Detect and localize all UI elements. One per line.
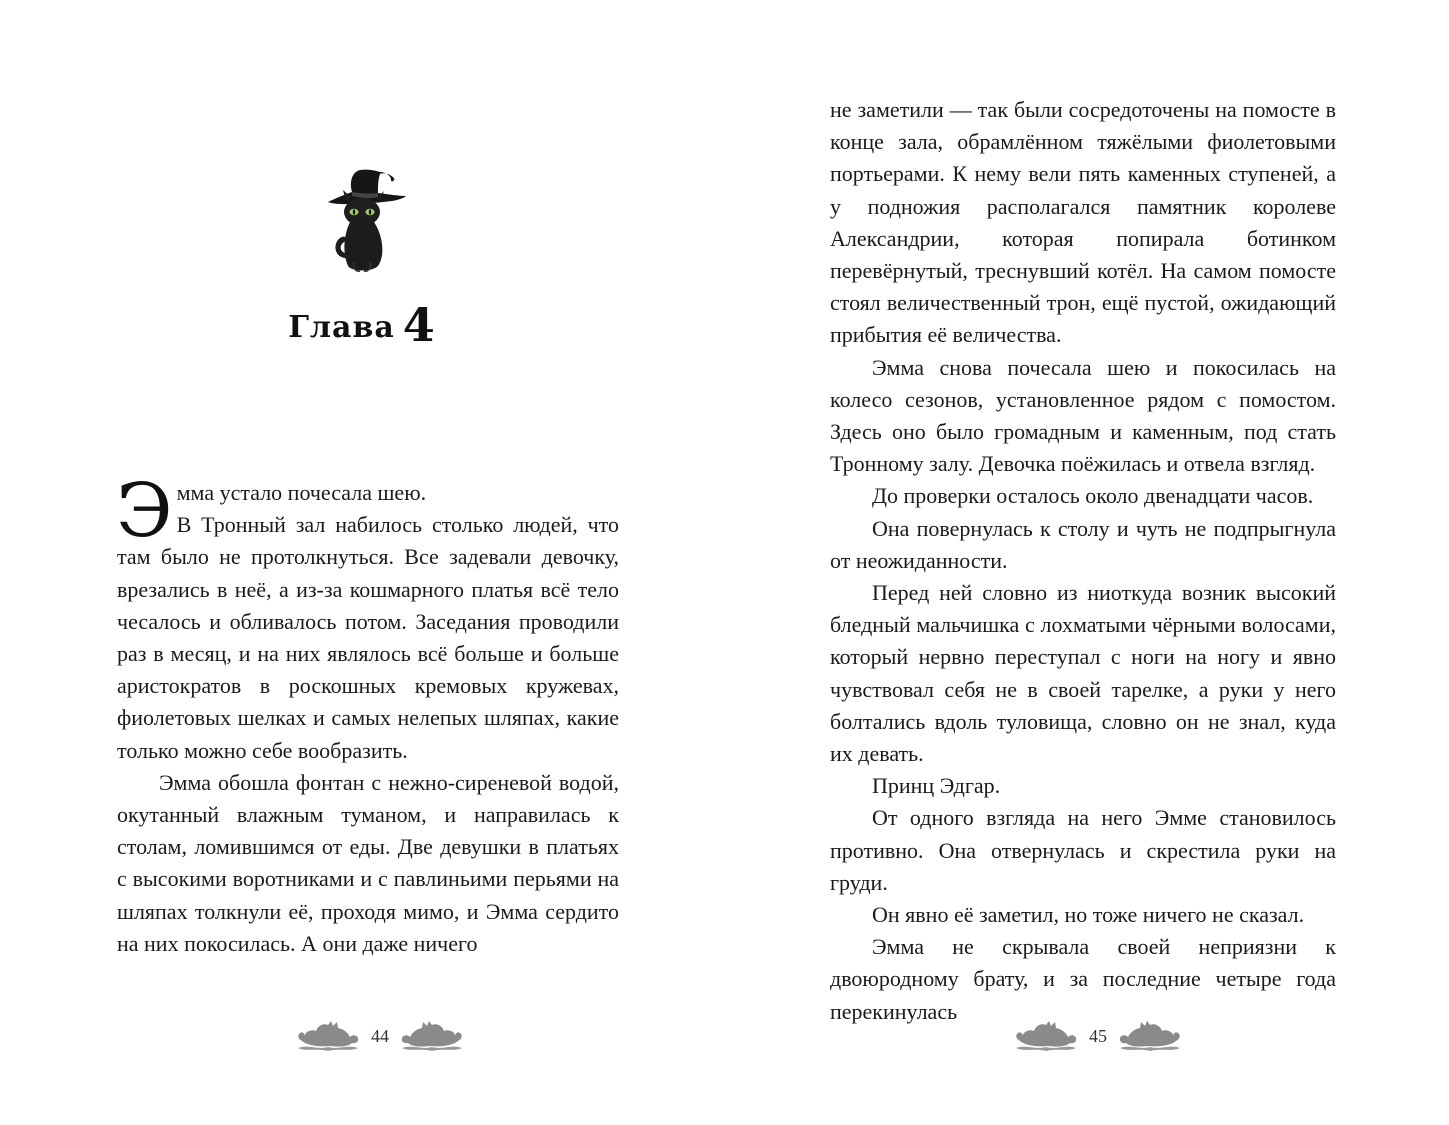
page-number: 44 xyxy=(371,1025,389,1046)
drop-cap: Э xyxy=(116,468,173,554)
paragraph: Эмма не скрывала своей неприязни к двоюродному брату, и за последние четыре года перекинулась xyxy=(830,934,1336,1024)
page-footer xyxy=(1014,1016,1182,1056)
chapter-heading xyxy=(0,298,724,352)
page-footer xyxy=(296,1016,464,1056)
chapter-label: Глава xyxy=(288,310,395,345)
paragraph: Она повернулась к столу и чуть не подпрыгнула от неожиданности. xyxy=(830,515,1336,573)
page-number: 45 xyxy=(1089,1025,1107,1046)
paragraph: До проверки осталось около двенадцати часов. xyxy=(872,483,1314,509)
paragraph: В Тронный зал набилось столько людей, что там было не протолкнуться. Все задевали девочку, врезались в неё, а из-за кошмарного платья всё тело чесалось и обливалось потом. Заседания проводили раз в месяц, и на них являлось всё больше и больше аристократов в роскошных кремовых кружевах, фиолетовых шелках и самых нелепых шляпах, какие только можно себе вообразить. xyxy=(117,512,619,763)
chapter-number: 4 xyxy=(402,298,436,352)
right-page xyxy=(724,0,1449,1125)
right-page-text xyxy=(830,94,1336,1028)
paragraph: Принц Эдгар. xyxy=(872,773,1001,799)
left-page-text xyxy=(116,468,619,960)
cat-in-witch-hat-icon xyxy=(322,168,412,280)
paragraph: От одного взгляда на него Эмме становилось противно. Она отвернулась и скрестила руки на груди. xyxy=(830,805,1336,895)
paragraph: Он явно её заметил, но тоже ничего не сказал. xyxy=(872,902,1305,928)
cat-silhouette-ornament-icon xyxy=(1118,1019,1182,1053)
cat-silhouette-ornament-icon xyxy=(296,1019,360,1053)
left-page xyxy=(0,0,724,1125)
paragraph: Перед ней словно из ниоткуда возник высокий бледный мальчишка с лохматыми чёрными волосами, который нервно переступал с ноги на ногу и явно чувствовал себя не в своей тарелке, а руки у него болтались вдоль туловища, словно он не знал, куда их девать. xyxy=(830,580,1336,767)
paragraph: Эмма обошла фонтан с нежно-сиреневой водой, окутанный влажным туманом, и направилась к столам, ломившимся от еды. Две девушки в платьях с высокими воротниками и с павлиньими перьями на шляпах толкнули её, проходя мимо, и Эмма сердито на них покосилась. А они даже ничего xyxy=(117,769,619,956)
paragraph: не заметили — так были сосредоточены на помосте в конце зала, обрамлённом тяжёлыми фиолетовыми портьерами. К нему вели пять каменных ступеней, а у подножия располагался памятник королеве Александрии, которая попирала ботинком перевёрнутый, треснувший котёл. На самом помосте стоял величественный трон, ещё пустой, ожидающий прибытия её величества. xyxy=(830,97,1336,348)
cat-silhouette-ornament-icon xyxy=(400,1019,464,1053)
paragraph: Эмма снова почесала шею и покосилась на колесо сезонов, установленное рядом с помостом. Здесь оно было громадным и каменным, под стать Тронному залу. Девочка поёжилась и отвела взгляд. xyxy=(830,354,1336,477)
paragraph: мма устало почесала шею. xyxy=(176,480,427,505)
cat-silhouette-ornament-icon xyxy=(1014,1019,1078,1053)
